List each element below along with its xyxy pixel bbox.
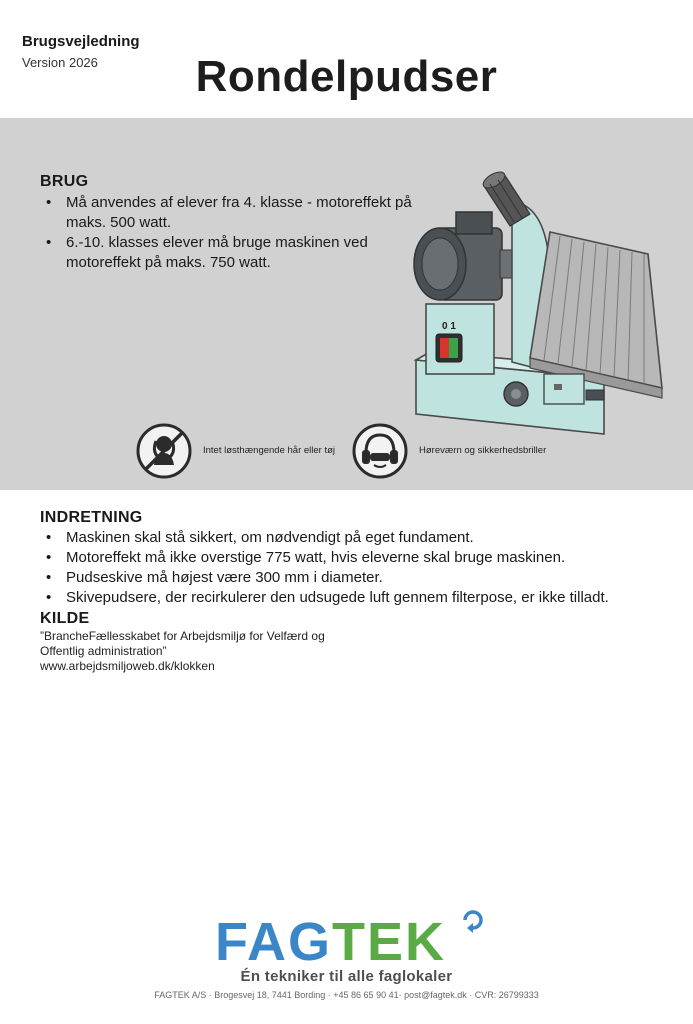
brug-heading: BRUG (40, 173, 89, 190)
indretning-item-1: • Maskinen skal stå sikkert, om nødvendigt på eget fundament. (40, 528, 680, 548)
version-label: Version 2026 (22, 55, 98, 70)
ear-eye-protection-caption: Høreværn og sikkerhedsbriller (419, 445, 547, 456)
doc-type-label: Brugsvejledning (22, 33, 140, 50)
kilde-link[interactable]: www.arbejdsmiljoweb.dk/klokken (40, 659, 215, 673)
no-loose-hair-icon (136, 423, 192, 479)
page-title: Rondelpudser (195, 52, 498, 101)
no-loose-hair-caption: Intet løsthængende hår eller tøj (203, 445, 336, 456)
footer-contact: FAGTEK A/S · Brogesvej 18, 7441 Bording · +45 86 65 90 41· post@fagtek.dk · CVR: 26799333 (154, 990, 539, 1000)
refresh-icon (465, 912, 481, 933)
brug-item-2: • 6.-10. klasses elever må bruge maskinen ved motoreffekt på maks. 750 watt. (40, 233, 420, 273)
kilde-text (40, 629, 325, 674)
disc-sander-illustration (400, 162, 668, 440)
indretning-list (40, 528, 680, 608)
tagline: Én tekniker til alle faglokaler (240, 968, 453, 985)
ear-eye-protection-icon (352, 423, 408, 479)
indretning-item-4: • Skivepudsere, der recirkulerer den udsugede luft gennem filterpose, er ikke tilladt. (40, 588, 680, 608)
kilde-line-2: Offentlig administration” (40, 644, 167, 658)
indretning-item-2: • Motoreffekt må ikke overstige 775 watt, hvis eleverne skal bruge maskinen. (40, 548, 680, 568)
brug-item-1: • Må anvendes af elever fra 4. klasse - motoreffekt på maks. 500 watt. (40, 193, 420, 233)
fagtek-logo (215, 906, 495, 966)
brug-list (40, 193, 420, 273)
kilde-heading: KILDE (40, 610, 90, 627)
indretning-item-3: • Pudseskive må højest være 300 mm i diameter. (40, 568, 680, 588)
kilde-line-1: ”BrancheFællesskabet for Arbejdsmiljø for Velfærd og (40, 629, 325, 643)
indretning-heading: INDRETNING (40, 509, 143, 526)
svg-text:FAGTEK: FAGTEK (215, 912, 447, 966)
switch-label: 0 1 (442, 321, 456, 332)
